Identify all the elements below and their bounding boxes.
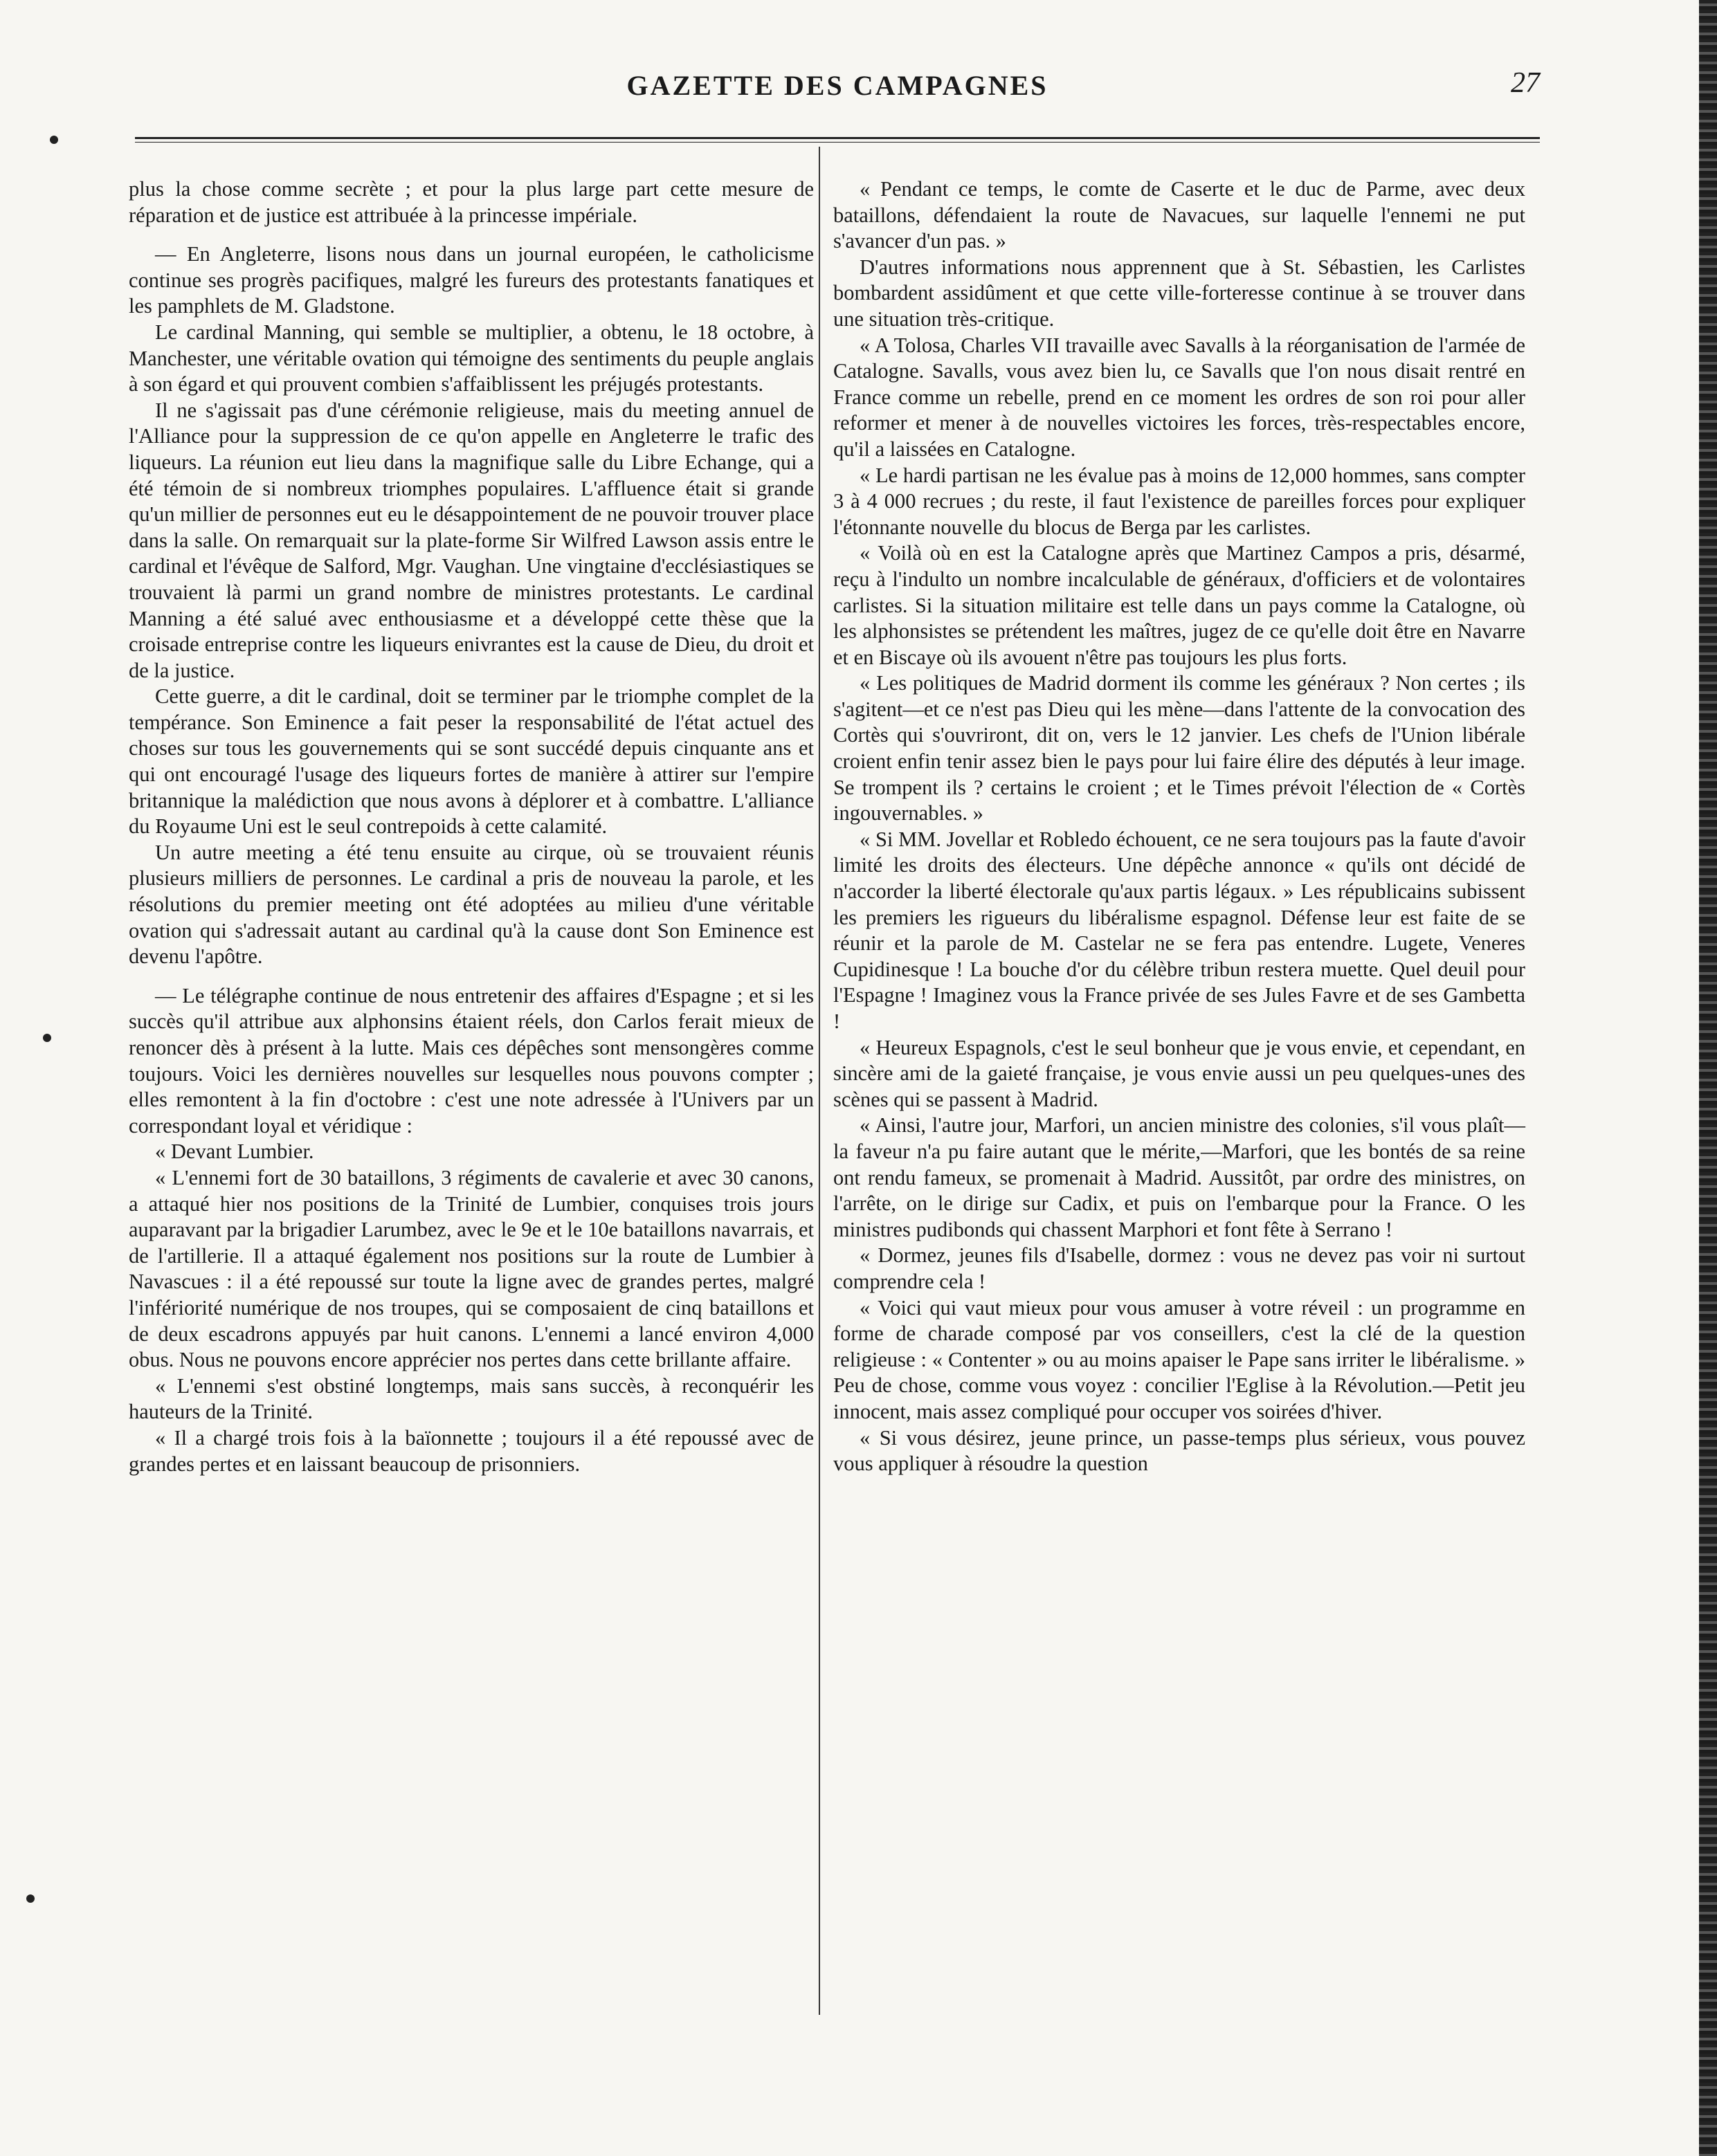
article-paragraph: Il ne s'agissait pas d'une cérémonie religieuse, mais du meeting annuel de l'Alliance pour la suppression de ce qu'on appelle en Angleterre le trafic des liqueurs. La réunion eut lieu dans la magnifique salle du Libre Echange, qui a été témoin de si nombreux triomphes populaires. L'affluence était si grande qu'un millier de personnes eut eu le désappointement de ne pouvoir trouver place dans la salle. On remarquait sur la plate-forme Sir Wilfred Lawson assis entre le cardinal et l'évêque de Salford, Mgr. Vaughan. Une vingtaine d'ecclésiastiques se trouvaient là parmi un grand nombre de ministres protestants. Le cardinal Manning a été salué avec enthousiasme et a développé cette thèse que la croisade entreprise contre les liqueurs enivrantes est la cause de Dieu, du droit et de la justice. (129, 398, 814, 682)
article-paragraph: « Si vous désirez, jeune prince, un passe-temps plus sérieux, vous pouvez vous appliquer à résoudre la question (833, 1425, 1525, 1476)
header-rule (135, 137, 1540, 143)
binding-edge (1699, 0, 1717, 2156)
margin-speck (43, 1034, 51, 1042)
article-paragraph: Cette guerre, a dit le cardinal, doit se terminer par le triomphe complet de la tempérance. Son Eminence a fait peser la responsabilité de l'état actuel des choses sur tous les gouvernements qui se sont succédé depuis cinquante ans et qui ont encouragé l'usage des liqueurs fortes de manière à attirer sur l'empire britannique la malédiction que nous avons à déplorer et à combattre. L'alliance du Royaume Uni est le seul contrepoids à cette calamité. (129, 684, 814, 839)
article-paragraph: « Si MM. Jovellar et Robledo échouent, ce ne sera toujours pas la faute d'avoir limité les droits des électeurs. Une dépêche annonce « qu'ils ont décidé de n'accorder la liberté électorale qu'aux partis légaux. » Les républicains subissent les premiers les rigueurs du libéralisme espagnol. Défense leur est faite de se réunir et la parole de M. Castelar ne se fera pas entendre. Lugete, Veneres Cupidinesque ! La bouche d'or du célèbre tribun restera muette. Quel deuil pour l'Espagne ! Imaginez vous la France privée de ses Jules Favre et de ses Gambetta ! (833, 827, 1525, 1033)
article-paragraph: « Le hardi partisan ne les évalue pas à moins de 12,000 hommes, sans compter 3 à 4 000 recrues ; du reste, il faut l'existence de pareilles forces pour expliquer l'étonnante nouvelle du blocus de Berga par les carlistes. (833, 463, 1525, 539)
article-paragraph: « Il a chargé trois fois à la baïonnette ; toujours il a été repoussé avec de grandes pertes et en laissant beaucoup de prisonniers. (129, 1425, 814, 1476)
page-number: 27 (1511, 67, 1540, 99)
article-paragraph: « Voici qui vaut mieux pour vous amuser à votre réveil : un programme en forme de charade composé par vos conseillers, c'est la clé de la question religieuse : « Contenter » ou au moins apaiser le Pape sans irriter le libéralisme. » Peu de chose, comme vous voyez : concilier l'Eglise à la Révolution.—Petit jeu innocent, mais assez compliqué pour occuper vos soirées d'hiver. (833, 1295, 1525, 1423)
margin-speck (50, 136, 58, 144)
article-paragraph: « Les politiques de Madrid dorment ils comme les généraux ? Non certes ; ils s'agitent—et ce n'est pas Dieu qui les mène—dans l'attente de la convocation des Cortès qui s'ouvriront, dit on, vers le 12 janvier. Les chefs de l'Union libérale croient enfin tenir assez bien le pays pour lui faire élire des députés à leur image. Se trompent ils ? certains le croient ; et le Times prévoit l'élection de « Cortès ingouvernables. » (833, 671, 1525, 825)
column-divider (819, 147, 820, 2015)
article-paragraph: « Heureux Espagnols, c'est le seul bonheur que je vous envie, et cependant, en sincère ami de la gaieté française, je vous envie aussi un peu quelques-unes des scènes qui se passent à Madrid. (833, 1035, 1525, 1111)
article-paragraph: plus la chose comme secrète ; et pour la plus large part cette mesure de réparation et de justice est attribuée à la princesse impériale. (129, 177, 814, 227)
article-paragraph: « Dormez, jeunes fils d'Isabelle, dormez : vous ne devez pas voir ni surtout comprendre cela ! (833, 1243, 1525, 1293)
article-paragraph: — Le télégraphe continue de nous entretenir des affaires d'Espagne ; et si les succès qu'il attribue aux alphonsins étaient réels, don Carlos ferait mieux de renoncer dès à présent à la lutte. Mais ces dépêches sont mensongères comme toujours. Voici les dernières nouvelles sur lesquelles nous pouvons compter ; elles remontent à la fin d'octobre : c'est une note adressée à l'Univers par un correspondant loyal et véridique : (129, 983, 814, 1138)
article-paragraph: « Pendant ce temps, le comte de Caserte et le duc de Parme, avec deux bataillons, défendaient la route de Navacues, sur laquelle l'ennemi ne put s'avancer d'un pas. » (833, 177, 1525, 253)
article-paragraph: Un autre meeting a été tenu ensuite au cirque, où se trouvaient réunis plusieurs milliers de personnes. Le cardinal a pris de nouveau la parole, et les résolutions du premier meeting ont été adoptées au milieu d'une véritable ovation qui s'adressait autant au cardinal qu'à la cause dont Son Eminence est devenu l'apôtre. (129, 840, 814, 969)
article-paragraph: Le cardinal Manning, qui semble se multiplier, a obtenu, le 18 octobre, à Manchester, une véritable ovation qui témoigne des sentiments du peuple anglais à son égard et qui prouvent combien s'affaiblissent les préjugés protestants. (129, 320, 814, 396)
left-column (129, 176, 814, 1477)
newspaper-title: GAZETTE DES CAMPAGNES (626, 70, 1048, 101)
article-paragraph: — En Angleterre, lisons nous dans un journal européen, le catholicisme continue ses progrès pacifiques, malgré les fureurs des protestants fanatiques et les pamphlets de M. Gladstone. (129, 242, 814, 318)
margin-speck (26, 1894, 35, 1903)
page-header (135, 69, 1540, 111)
article-paragraph: « Voilà où en est la Catalogne après que Martinez Campos a pris, désarmé, reçu à l'indulto un nombre incalculable de généraux, d'officiers et de volontaires carlistes. Si la situation militaire est telle dans un pays comme la Catalogne, où les alphonsistes se prétendent les maîtres, jugez de ce qu'elle doit être en Navarre et en Biscaye où ils avouent n'être pas toujours les plus forts. (833, 541, 1525, 669)
article-paragraph: « Ainsi, l'autre jour, Marfori, un ancien ministre des colonies, s'il vous plaît—la faveur n'a pu faire autant que le mérite,—Marfori, que les bontés de sa reine ont rendu fameux, se promenait à Madrid. Aussitôt, par ordre des ministres, on l'arrête, on le dirige sur Cadix, et puis on l'embarque pour la France. O les ministres pudibonds qui chassent Marphori et font fête à Serrano ! (833, 1113, 1525, 1241)
article-paragraph: D'autres informations nous apprennent que à St. Sébastien, les Carlistes bombardent assidûment et que cette ville-forteresse continue à se trouver dans une situation très-critique. (833, 255, 1525, 331)
article-paragraph: « A Tolosa, Charles VII travaille avec Savalls à la réorganisation de l'armée de Catalogne. Savalls, vous avez bien lu, ce Savalls que l'on nous disait rentré en France comme un rebelle, prend en ce moment les ordres de son roi pour aller reformer et mener à de nouvelles victoires les forces, très-respectables encore, qu'il a laissées en Catalogne. (833, 333, 1525, 461)
article-paragraph: « L'ennemi s'est obstiné longtemps, mais sans succès, à reconquérir les hauteurs de la Trinité. (129, 1373, 814, 1424)
article-paragraph: « Devant Lumbier. (155, 1140, 314, 1164)
right-column (833, 176, 1525, 1477)
article-paragraph: « L'ennemi fort de 30 bataillons, 3 régiments de cavalerie et avec 30 canons, a attaqué hier nos positions de la Trinité de Lumbier, conquises trois jours auparavant par la brigadier Larumbez, avec le 9e et le 10e bataillons navarrais, et de l'artillerie. Il a attaqué également nos positions sur la route de Lumbier à Navascues : il a été repoussé sur toute la ligne avec de grandes pertes, malgré l'infériorité numérique de nos troupes, qui se composaient de cinq bataillons et de deux escadrons appuyés par huit canons. L'ennemi a lancé environ 4,000 obus. Nous ne pouvons encore apprécier nos pertes dans cette brillante affaire. (129, 1165, 814, 1372)
